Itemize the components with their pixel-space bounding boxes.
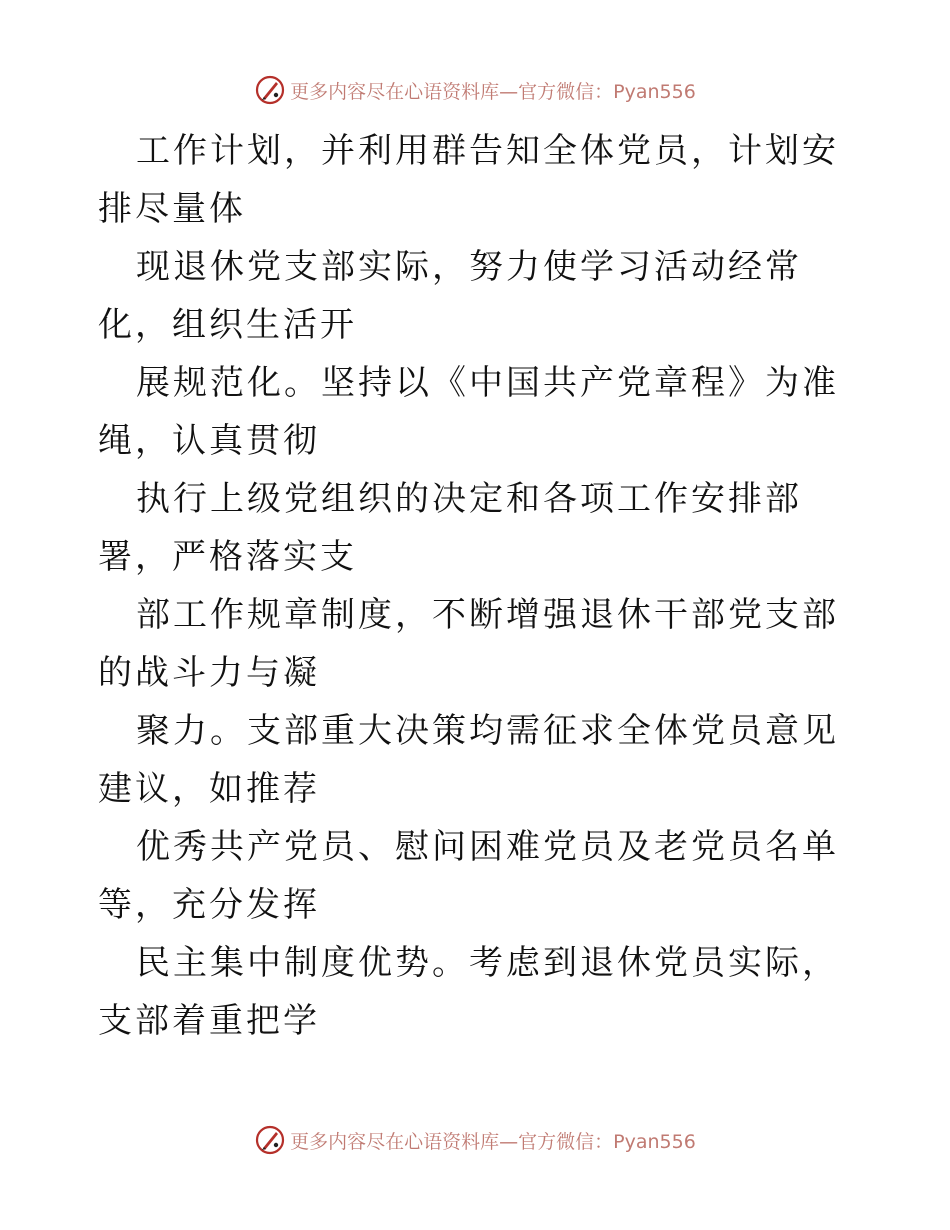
paragraph-line: 展规范化。坚持以《中国共产党章程》为准绳，认真贯彻 xyxy=(98,363,839,461)
paragraph-line: 民主集中制度优势。考虑到退休党员实际，支部着重把学 xyxy=(98,943,839,1041)
footer-banner-text: 更多内容尽在心语资料库—官方微信：Pyan556 xyxy=(290,1130,696,1153)
paragraph-line: 执行上级党组织的决定和各项工作安排部署，严格落实支 xyxy=(98,479,802,577)
paragraph-line: 工作计划，并利用群告知全体党员，计划安排尽量体 xyxy=(98,131,839,229)
document-body xyxy=(98,122,858,1050)
quill-pen-logo-icon xyxy=(254,1124,286,1156)
paragraph-line: 现退休党支部实际，努力使学习活动经常化，组织生活开 xyxy=(98,247,802,345)
paragraph-line: 优秀共产党员、慰问困难党员及老党员名单等，充分发挥 xyxy=(98,827,839,925)
paragraph-line: 部工作规章制度，不断增强退休干部党支部的战斗力与凝 xyxy=(98,595,839,693)
quill-pen-logo-icon xyxy=(254,74,286,106)
header-banner xyxy=(0,70,950,110)
paragraph-line: 聚力。支部重大决策均需征求全体党员意见建议，如推荐 xyxy=(98,711,839,809)
footer-banner xyxy=(0,1120,950,1160)
header-banner-text: 更多内容尽在心语资料库—官方微信：Pyan556 xyxy=(290,80,696,103)
